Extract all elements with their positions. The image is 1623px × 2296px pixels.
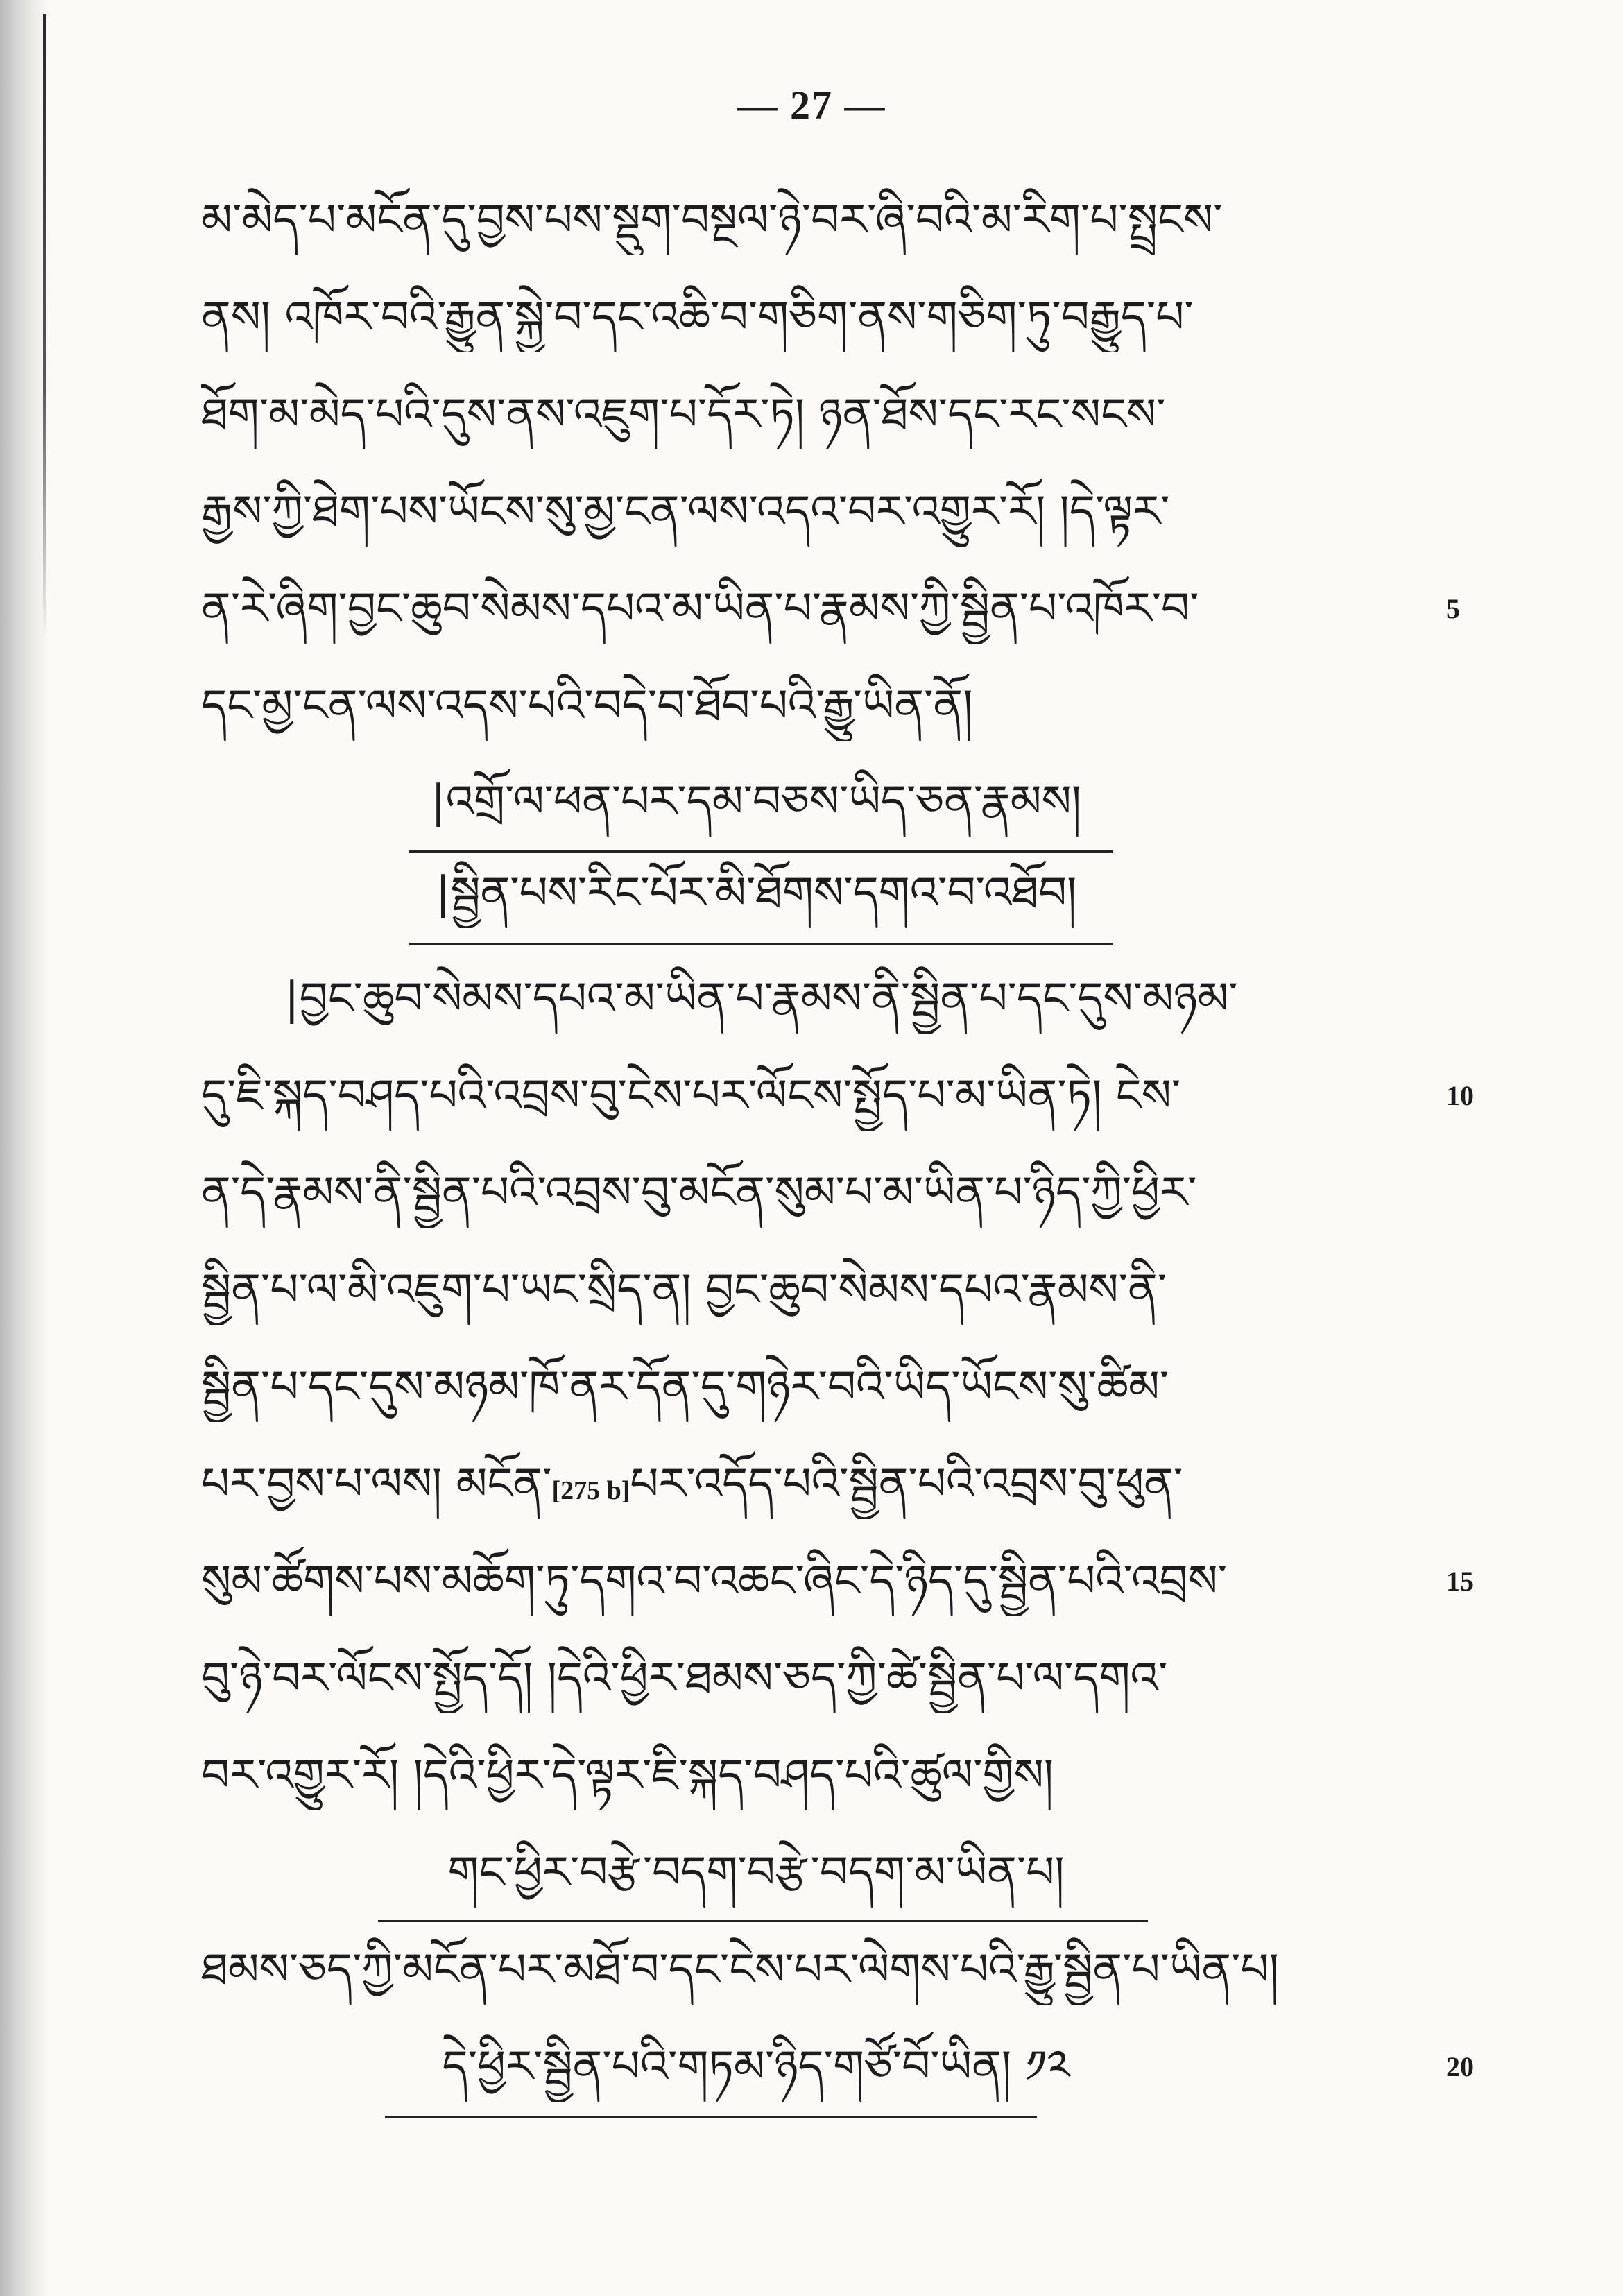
text-line-9: |བྱང་ཆུབ་སེམས་དཔའ་མ་ཡིན་པ་རྣམས་ནི་སྦྱིན་པ་དང་དུས་མཉམ་: [284, 973, 1238, 1025]
text-line-1: མ་མེད་པ་མངོན་དུ་བྱས་པས་སྡུག་བསྔལ་ཉེ་བར་ཞི་བའི་མ་རིག་པ་སྤྲངས་: [201, 195, 1223, 246]
verse-line-2: |སྦྱིན་པས་རིང་པོར་མི་ཐོགས་དགའ་བ་འཐོབ།: [435, 868, 1077, 919]
text-line-15: སུམ་ཚོགས་པས་མཆོག་ཏུ་དགའ་བ་འཆང་ཞིང་དེ་ཉིད་དུ་སྦྱིན་པའི་འབྲས་: [201, 1556, 1228, 1607]
text-line-2: ནས། འཁོར་བའི་རྒྱུན་སྐྱེ་བ་དང་འཆི་བ་གཅིག་ནས་གཅིག་ཏུ་བརྒྱུད་པ་: [201, 292, 1194, 343]
verse-underline-4: [385, 2116, 1037, 2118]
line-number-20: 20: [1446, 2051, 1474, 2082]
text-line-5: ན་རེ་ཞིག་བྱང་ཆུབ་སེམས་དཔའ་མ་ཡིན་པ་རྣམས་ཀྱི་སྦྱིན་པ་འཁོར་བ་: [201, 583, 1199, 635]
line-number-10: 10: [1446, 1080, 1474, 1111]
binding-shadow: [0, 0, 49, 2296]
verse-line-1: |འགྲོ་ལ་ཕན་པར་དམ་བཅས་ཡིད་ཅན་རྣམས།: [431, 776, 1081, 828]
text-line-19: ཐམས་ཅད་ཀྱི་མངོན་པར་མཐོ་བ་དང་ངེས་པར་ལེགས་པའི་རྒྱུ་སྦྱིན་པ་ཡིན་པ།: [201, 1944, 1279, 1996]
text-line-14-start: པར་བྱས་པ་ལས། མངོན་: [201, 1459, 552, 1510]
text-line-17: བར་འགྱུར་རོ། །དེའི་ཕྱིར་དེ་ལྟར་ཇི་སྐད་བཤད་པའི་ཚུལ་གྱིས།: [201, 1750, 1054, 1801]
verse-line-4: དེ་ཕྱིར་སྦྱིན་པའི་གཏམ་ཉིད་གཙོ་བོ་ཡིན། ༡༢: [442, 2041, 1070, 2093]
verse-underline-2: [409, 943, 1113, 945]
line-number-5: 5: [1446, 593, 1460, 624]
folio-marker: [275 b]: [551, 1476, 630, 1505]
verse-underline-3: [378, 1920, 1148, 1922]
text-line-11: ན་དེ་རྣམས་ནི་སྦྱིན་པའི་འབྲས་བུ་མངོན་སུམ་པ་མ་ཡིན་པ་ཉིད་ཀྱི་ཕྱིར་: [201, 1167, 1197, 1219]
text-line-16: བུ་ཉེ་བར་ལོངས་སྤྱོད་དོ། །དེའི་ཕྱིར་ཐམས་ཅད་ཀྱི་ཚེ་སྦྱིན་པ་ལ་དགའ་: [201, 1653, 1168, 1704]
text-line-10: དུ་ཇི་སྐད་བཤད་པའི་འབྲས་བུ་ངེས་པར་ལོངས་སྤྱོད་པ་མ་ཡིན་ཏེ། ངེས་: [201, 1070, 1181, 1122]
verse-line-3: གང་ཕྱིར་བརྩེ་བདག་བརྩེ་བདག་མ་ཡིན་པ།: [447, 1847, 1065, 1899]
text-line-12: སྦྱིན་པ་ལ་མི་འཇུག་པ་ཡང་སྲིད་ན། བྱང་ཆུབ་སེམས་དཔའ་རྣམས་ནི་: [201, 1265, 1167, 1316]
text-line-14: [201, 1450, 1422, 1519]
verse-underline-1: [409, 850, 1113, 853]
text-line-14-rest: པར་འདོད་པའི་སྦྱིན་པའི་འབྲས་བུ་ཕུན་: [630, 1459, 1183, 1510]
page-number: — 27 —: [737, 83, 886, 128]
line-number-15: 15: [1446, 1566, 1474, 1597]
binding-edge-line: [43, 14, 46, 638]
text-line-13: སྦྱིན་པ་དང་དུས་མཉམ་ཁོ་ནར་དོན་དུ་གཉེར་བའི་ཡིད་ཡོངས་སུ་ཚིམ་: [201, 1362, 1169, 1413]
text-line-6: དང་མྱ་ངན་ལས་འདས་པའི་བདེ་བ་ཐོབ་པའི་རྒྱུ་ཡིན་ནོ།: [201, 680, 973, 732]
text-line-4: རྒྱས་ཀྱི་ཐེག་པས་ཡོངས་སུ་མྱ་ངན་ལས་འདའ་བར་འགྱུར་རོ། །དེ་ལྟར་: [201, 486, 1170, 538]
text-line-3: ཐོག་མ་མེད་པའི་དུས་ནས་འཇུག་པ་དོར་ཏེ། ཉན་ཐོས་དང་རང་སངས་: [201, 389, 1166, 440]
